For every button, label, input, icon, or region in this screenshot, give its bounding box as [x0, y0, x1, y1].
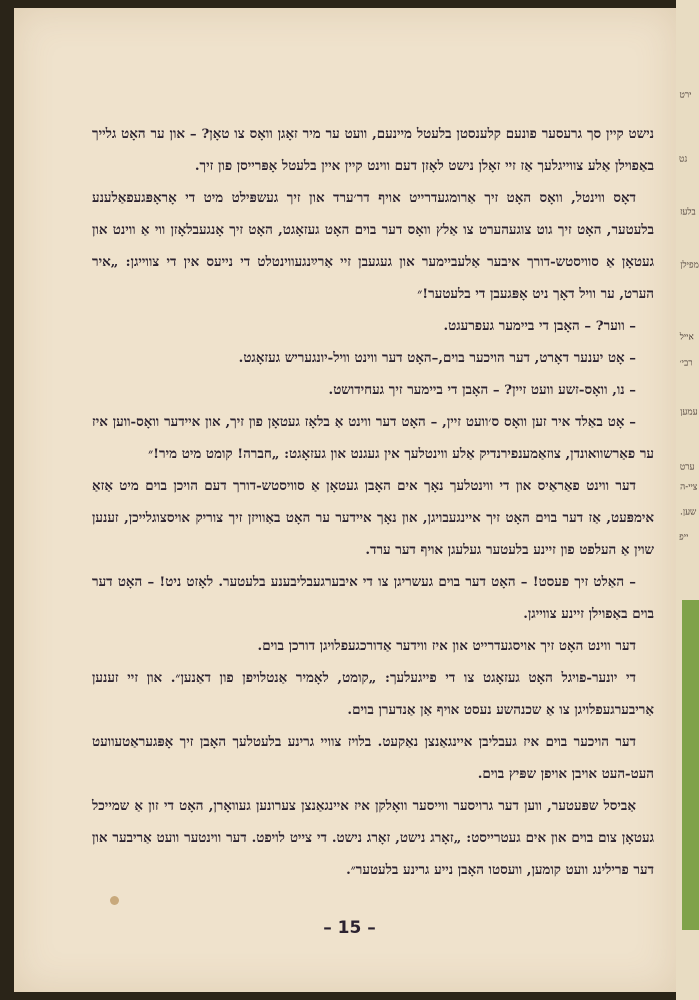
margin-fragment: שען.: [680, 506, 697, 517]
margin-fragment: אייל: [679, 331, 694, 342]
paragraph: דער ווינט פאַראַיס און די ווינטלעך נאָך אים האָבן געטאָן אַ סוויסטש-דורך דעם הויכן בוים מיט אַזאַ אימפּעט, אַז דער בוים האָט זיך איינגעבויגן, און נאָך איידער ער האָט באַוויזן זיך צוריק אויסצוגלייכן, זענען שוין אַ העלפט פון זיינע בלעטער געלעגן אויף דער ערד.: [92, 478, 654, 558]
paragraph: אַביסל שפּעטער, ווען דער גרויסער ווייסער וואָלקן איז איינגאַנצן צערונען געוואָרן, האָט די זון אַ שמייכל געטאָן צום בוים און אים געטרייסט: „זאָרג נישט, זאָרג נישט. די צייט לויפט. דער ווינטער וועט אַריבער און דער פרילינג וועט קומען, וועסטו האָבן נייע גרינע בלעטער״.: [92, 798, 654, 878]
paragraph: די יונער-פויגל האָט געזאָגט צו די פייגעלעך: „קומט, לאָמיר אַנטלויפן פון דאַנען״. און זיי זענען אַריבערגעפלויגן צו אַ שכנהשע נעסט אויף אַן אַנדערן בוים.: [92, 670, 654, 718]
margin-fragment: ציי-ה: [680, 481, 698, 492]
paper-stain: [110, 896, 119, 905]
dialogue-line: – נו, וואָס-זשע וועט זיין? – האָבן די ביימער זיך געחידושט.: [328, 382, 636, 398]
dialogue-line: – ווער? – האָבן די ביימער געפרעגט.: [443, 318, 636, 334]
paragraph: דער הויכער בוים איז געבליבן איינגאַנצן נאַקעט. בלויז צוויי גרינע בלעטלעך האָבן זיך אָפּגעראַטעוועט העט-העט אויבן אויפן שפּיץ בוים.: [92, 734, 654, 782]
page-number: – 15 –: [323, 918, 376, 938]
green-cover-edge: [682, 600, 699, 930]
dialogue-line: – אָט יענער דאָרט, דער הויכער בוים,–האָט דער ווינט וויל-יונגעריש געזאָגט.: [238, 350, 636, 366]
margin-fragment: ייפ: [679, 531, 689, 542]
margin-fragment: ירט: [679, 89, 692, 100]
dialogue-line: – האַלט זיך פעסט! – האָט דער בוים געשריגן צו די איבערגעבליבענע בלעטער. לאָזט ניט! – האָט דער בוים באַפוילן זיינע צווייגן.: [92, 574, 654, 622]
margin-fragment: עמען: [680, 406, 698, 417]
margin-fragment: רבי׳: [679, 357, 693, 368]
paragraph: נישט קיין סך גרעסער פונעם קלענסטן בלעטל מיינעם, וועט ער מיר זאָגן וואָס צו טאָן? – און ער האָט גלייך באַפוילן אַלע צווייגלעך אַז זיי זאָלן נישט לאָזן דעם ווינט קיין איין בלעטל אָפּרייסן פון זיך.: [92, 126, 654, 174]
margin-fragment: נט: [679, 153, 688, 164]
margin-fragment: מפילן: [680, 259, 699, 270]
body-text: [92, 118, 654, 886]
dialogue-line: – אָט באַלד איר זען וואָס ס׳וועט זיין, – האָט דער ווינט אַ בלאָז געטאָן פון זיך, און איידער וואָס-ווען איז ער פאַרשוואונדן, צוזאַמענפירנדיק אַלע ווינטלעך אין געגנט און געזאָגט: „חברה! קומט מיט מיר!״: [92, 414, 654, 462]
paragraph: דער ווינט האָט זיך אויסגעדרייט און איז ווידער אַדורכגעפלויגן דורכן בוים.: [257, 638, 636, 654]
paragraph: דאָס ווינטל, וואָס האָט זיך אַרומגעדרייט אויף דר׳ערד און זיך געשפּילט מיט די אָראָפּגעפאַלענע בלעטער, האָט זיך גוט צוגעהערט צו אַלץ וואָס דער בוים האָט געזאָגט, האָט זיך אָנגעבלאָזן ווי אַ ווינט און געטאָן אַ סוויסטש-דורך איבער אַלעביימער און געגעבן זיי אַרײַנגעווינטלט די נייעס אין די צווייגן: „איר הערט, ער וויל דאָך ניט אָפּגעבן די בלעטער!״: [92, 190, 654, 302]
margin-fragment: בלעז: [679, 206, 696, 217]
margin-fragment: ערט: [679, 461, 695, 472]
